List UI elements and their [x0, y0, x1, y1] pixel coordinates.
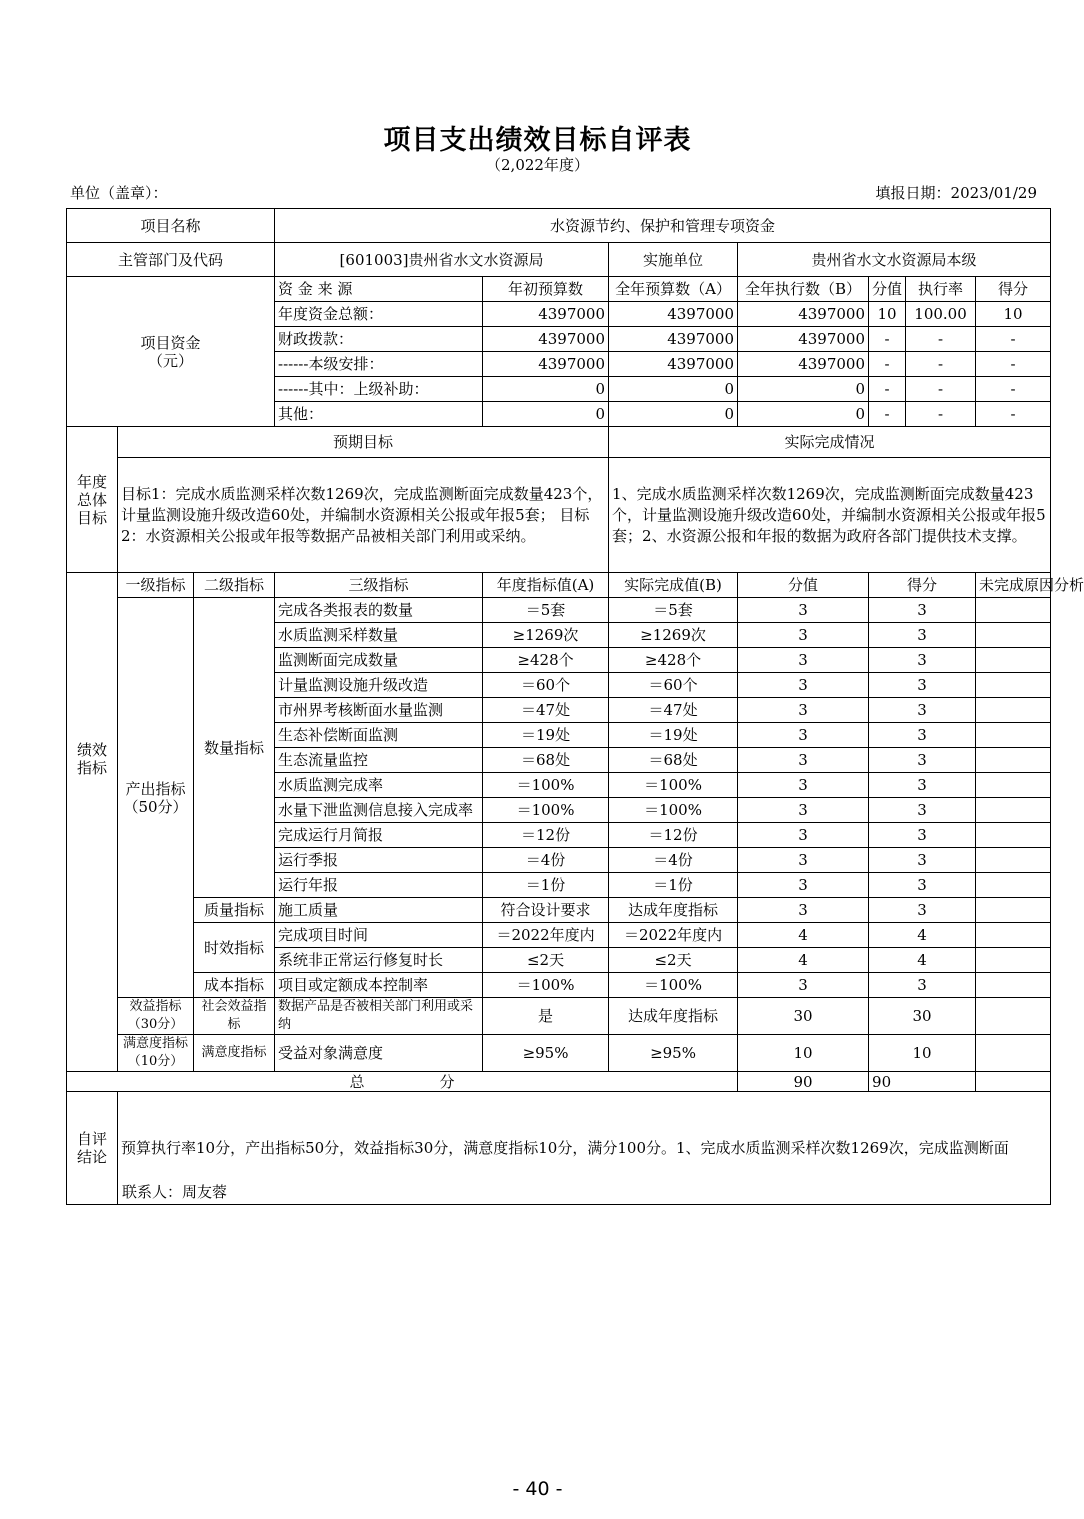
funds-executed: 0	[738, 402, 869, 427]
social-benefit-label: 社会效益指标	[194, 998, 275, 1035]
indicator-row	[67, 898, 1051, 923]
ind-header-score: 得分	[869, 573, 976, 598]
funds-initial: 4397000	[483, 327, 609, 352]
funds-score-value: -	[869, 377, 906, 402]
indicator-score-value: 3	[738, 873, 869, 898]
funds-initial: 4397000	[483, 352, 609, 377]
ind-header-level2: 二级指标	[194, 573, 275, 598]
indicator-target: ＝60个	[483, 673, 609, 698]
quality-indicator-label: 质量指标	[194, 898, 275, 923]
funds-initial: 0	[483, 402, 609, 427]
total-label: 总 分	[67, 1072, 738, 1092]
funds-rate: -	[906, 327, 976, 352]
indicator-name: 监测断面完成数量	[275, 648, 483, 673]
indicator-score-value: 3	[738, 723, 869, 748]
output-label-line2: （50分）	[123, 797, 188, 816]
funds-score-value: 10	[869, 302, 906, 327]
indicator-score: 3	[869, 723, 976, 748]
ind-header-score-value: 分值	[738, 573, 869, 598]
indicator-name: 完成各类报表的数量	[275, 598, 483, 623]
indicator-target: ≥1269次	[483, 623, 609, 648]
funds-annual: 0	[609, 377, 738, 402]
project-name-value: 水资源节约、保护和管理专项资金	[275, 209, 1051, 243]
actual-completion-text: 1、完成水质监测采样次数1269次，完成监测断面完成数量423个，计量监测设施升级改造60处，并编制水资源相关公报或年报5套；2、水资源公报和年报的数据为政府各部门提供技术支撑。	[609, 458, 1051, 573]
indicator-target: ≥428个	[483, 648, 609, 673]
indicator-score-value: 3	[738, 648, 869, 673]
indicator-row	[67, 998, 1051, 1035]
goals-label: 年度总体目标	[67, 427, 118, 573]
indicator-score-value: 3	[738, 898, 869, 923]
indicator-actual: ＝5套	[609, 598, 738, 623]
indicator-reason	[976, 848, 1051, 873]
indicator-target: ＝4份	[483, 848, 609, 873]
indicator-score-value: 3	[738, 598, 869, 623]
indicator-target: ＝2022年度内	[483, 923, 609, 948]
indicator-target: ＝100%	[483, 773, 609, 798]
ind-header-target: 年度指标值(A)	[483, 573, 609, 598]
indicator-score: 3	[869, 848, 976, 873]
indicator-reason	[976, 773, 1051, 798]
output-indicator-label	[118, 598, 194, 998]
funds-label-line2: （元）	[148, 351, 194, 370]
total-reason	[976, 1072, 1051, 1092]
indicator-score-value: 3	[738, 698, 869, 723]
indicator-name: 水质监测采样数量	[275, 623, 483, 648]
indicator-actual: ＝100%	[609, 773, 738, 798]
project-name-label: 项目名称	[67, 209, 275, 243]
funds-executed: 4397000	[738, 327, 869, 352]
indicator-actual: ＝100%	[609, 798, 738, 823]
funds-source: ------其中：上级补助：	[275, 377, 483, 402]
indicator-name: 生态补偿断面监测	[275, 723, 483, 748]
indicator-score: 3	[869, 823, 976, 848]
indicator-reason	[976, 673, 1051, 698]
indicator-reason	[976, 923, 1051, 948]
indicator-actual: ≥428个	[609, 648, 738, 673]
benefit-indicator-label: 效益指标（30分）	[118, 998, 194, 1035]
indicator-row	[67, 973, 1051, 998]
indicator-score: 3	[869, 673, 976, 698]
indicator-name: 受益对象满意度	[275, 1035, 483, 1072]
indicator-reason	[976, 698, 1051, 723]
indicator-name: 运行季报	[275, 848, 483, 873]
indicator-target: 是	[483, 998, 609, 1035]
ind-header-actual: 实际完成值(B)	[609, 573, 738, 598]
indicator-reason	[976, 748, 1051, 773]
indicator-score-value: 4	[738, 923, 869, 948]
indicator-actual: ＝19处	[609, 723, 738, 748]
ind-header-reason: 未完成原因分析	[976, 573, 1051, 598]
indicator-score-value: 10	[738, 1035, 869, 1072]
funds-score-value: -	[869, 352, 906, 377]
indicator-actual: ＝47处	[609, 698, 738, 723]
satisfaction-indicator-label: 满意度指标（10分）	[118, 1035, 194, 1072]
indicator-target: ＝47处	[483, 698, 609, 723]
indicator-actual: ＝100%	[609, 973, 738, 998]
indicator-score: 3	[869, 773, 976, 798]
cost-indicator-label: 成本指标	[194, 973, 275, 998]
indicator-name: 运行年报	[275, 873, 483, 898]
dept-value: [601003]贵州省水文水资源局	[275, 243, 609, 277]
indicator-target: ＝19处	[483, 723, 609, 748]
indicator-score-value: 3	[738, 773, 869, 798]
unit-label: 单位（盖章）：	[70, 184, 168, 202]
page-subtitle: （2,022年度）	[486, 156, 589, 174]
indicator-actual: ≥1269次	[609, 623, 738, 648]
indicator-score: 30	[869, 998, 976, 1035]
funds-header-initial: 年初预算数	[483, 277, 609, 302]
total-score-value: 90	[738, 1072, 869, 1092]
conclusion-text: 预算执行率10分，产出指标50分，效益指标30分，满意度指标10分，满分100分。1、完成水质监测采样次数1269次，完成监测断面	[118, 1092, 1051, 1205]
funds-initial: 4397000	[483, 302, 609, 327]
funds-header-annual: 全年预算数（A）	[609, 277, 738, 302]
indicator-row	[67, 1035, 1051, 1072]
indicator-score: 3	[869, 873, 976, 898]
indicator-actual: ＝4份	[609, 848, 738, 873]
funds-rate: 100.00	[906, 302, 976, 327]
indicator-name: 计量监测设施升级改造	[275, 673, 483, 698]
indicator-score: 10	[869, 1035, 976, 1072]
indicator-score: 3	[869, 798, 976, 823]
indicator-name: 生态流量监控	[275, 748, 483, 773]
indicator-score: 3	[869, 898, 976, 923]
expected-goal-text: 目标1：完成水质监测采样次数1269次，完成监测断面完成数量423个，计量监测设施升级改造60处，并编制水资源相关公报或年报5套； 目标2：水资源相关公报或年报等数据产品被相关部门利用或采纳。	[118, 458, 609, 573]
indicator-reason	[976, 823, 1051, 848]
impl-value: 贵州省水文水资源局本级	[738, 243, 1051, 277]
indicator-score-value: 30	[738, 998, 869, 1035]
indicator-actual: ≥95%	[609, 1035, 738, 1072]
indicator-reason	[976, 623, 1051, 648]
page-title: 项目支出绩效目标自评表	[383, 125, 692, 156]
indicator-actual: ≤2天	[609, 948, 738, 973]
funds-rate: -	[906, 402, 976, 427]
indicator-score: 4	[869, 923, 976, 948]
impl-label: 实施单位	[609, 243, 738, 277]
indicator-actual: 达成年度指标	[609, 998, 738, 1035]
funds-executed: 4397000	[738, 352, 869, 377]
funds-source: 年度资金总额：	[275, 302, 483, 327]
funds-rate: -	[906, 352, 976, 377]
output-label-line1: 产出指标	[125, 779, 186, 798]
indicator-score-value: 4	[738, 948, 869, 973]
actual-completion-header: 实际完成情况	[609, 427, 1051, 458]
funds-header-score-value: 分值	[869, 277, 906, 302]
funds-header-source: 资 金 来 源	[275, 277, 483, 302]
funds-executed: 0	[738, 377, 869, 402]
indicator-score-value: 3	[738, 798, 869, 823]
indicator-name: 数据产品是否被相关部门利用或采纳	[275, 998, 483, 1035]
indicator-name: 水质监测完成率	[275, 773, 483, 798]
funds-score: -	[976, 402, 1051, 427]
indicator-name: 项目或定额成本控制率	[275, 973, 483, 998]
indicator-name: 施工质量	[275, 898, 483, 923]
funds-source: 其他：	[275, 402, 483, 427]
funds-annual: 0	[609, 402, 738, 427]
ind-header-level1: 一级指标	[118, 573, 194, 598]
indicator-score: 3	[869, 598, 976, 623]
indicator-reason	[976, 1035, 1051, 1072]
indicator-reason	[976, 898, 1051, 923]
contact-person: 联系人：周友蓉	[122, 1183, 228, 1201]
indicator-score: 3	[869, 623, 976, 648]
funds-score: -	[976, 352, 1051, 377]
funds-rate: -	[906, 377, 976, 402]
page-number: - 40 -	[512, 1478, 563, 1500]
indicator-reason	[976, 873, 1051, 898]
indicator-score: 3	[869, 748, 976, 773]
funds-score: -	[976, 327, 1051, 352]
indicator-target: ＝5套	[483, 598, 609, 623]
indicator-reason	[976, 998, 1051, 1035]
indicator-score-value: 3	[738, 673, 869, 698]
indicator-actual: ＝60个	[609, 673, 738, 698]
funds-source: 财政拨款：	[275, 327, 483, 352]
indicator-score-value: 3	[738, 823, 869, 848]
indicator-target: ＝12份	[483, 823, 609, 848]
funds-header-rate: 执行率	[906, 277, 976, 302]
indicator-name: 完成项目时间	[275, 923, 483, 948]
satisfaction-sub-label: 满意度指标	[194, 1035, 275, 1072]
indicator-name: 系统非正常运行修复时长	[275, 948, 483, 973]
indicator-score-value: 3	[738, 848, 869, 873]
indicator-row	[67, 598, 1051, 623]
funds-annual: 4397000	[609, 352, 738, 377]
indicator-score: 3	[869, 973, 976, 998]
indicator-score-value: 3	[738, 748, 869, 773]
indicator-reason	[976, 723, 1051, 748]
funds-header-score: 得分	[976, 277, 1051, 302]
indicator-target: 符合设计要求	[483, 898, 609, 923]
funds-score: 10	[976, 302, 1051, 327]
indicator-actual: ＝12份	[609, 823, 738, 848]
indicator-reason	[976, 973, 1051, 998]
indicator-score: 3	[869, 698, 976, 723]
indicator-name: 水量下泄监测信息接入完成率	[275, 798, 483, 823]
funds-header-executed: 全年执行数（B）	[738, 277, 869, 302]
indicators-label: 绩效指标	[67, 573, 118, 1072]
indicator-target: ＝1份	[483, 873, 609, 898]
quantity-indicator-label: 数量指标	[194, 598, 275, 898]
indicator-row	[67, 923, 1051, 948]
indicator-reason	[976, 598, 1051, 623]
indicator-reason	[976, 798, 1051, 823]
indicator-reason	[976, 948, 1051, 973]
indicator-reason	[976, 648, 1051, 673]
indicator-actual: ＝1份	[609, 873, 738, 898]
indicator-target: ≤2天	[483, 948, 609, 973]
indicator-actual: ＝68处	[609, 748, 738, 773]
indicator-target: ＝100%	[483, 973, 609, 998]
fill-date: 填报日期：2023/01/29	[875, 184, 1037, 202]
indicator-actual: ＝2022年度内	[609, 923, 738, 948]
expected-goal-header: 预期目标	[118, 427, 609, 458]
indicator-name: 完成运行月简报	[275, 823, 483, 848]
indicator-score-value: 3	[738, 973, 869, 998]
indicator-name: 市州界考核断面水量监测	[275, 698, 483, 723]
funds-label-line1: 项目资金	[140, 333, 201, 352]
total-score: 90	[869, 1072, 976, 1092]
evaluation-table	[66, 208, 1084, 1205]
funds-source: ------本级安排：	[275, 352, 483, 377]
indicator-target: ＝68处	[483, 748, 609, 773]
timeliness-indicator-label: 时效指标	[194, 923, 275, 973]
indicator-score: 4	[869, 948, 976, 973]
conclusion-label: 自评结论	[67, 1092, 118, 1205]
funds-label	[67, 277, 275, 427]
funds-score: -	[976, 377, 1051, 402]
indicator-score-value: 3	[738, 623, 869, 648]
funds-annual: 4397000	[609, 327, 738, 352]
funds-score-value: -	[869, 402, 906, 427]
funds-executed: 4397000	[738, 302, 869, 327]
indicator-target: ≥95%	[483, 1035, 609, 1072]
indicator-target: ＝100%	[483, 798, 609, 823]
funds-annual: 4397000	[609, 302, 738, 327]
indicator-actual: 达成年度指标	[609, 898, 738, 923]
indicator-score: 3	[869, 648, 976, 673]
ind-header-level3: 三级指标	[275, 573, 483, 598]
funds-score-value: -	[869, 327, 906, 352]
funds-initial: 0	[483, 377, 609, 402]
dept-label: 主管部门及代码	[67, 243, 275, 277]
